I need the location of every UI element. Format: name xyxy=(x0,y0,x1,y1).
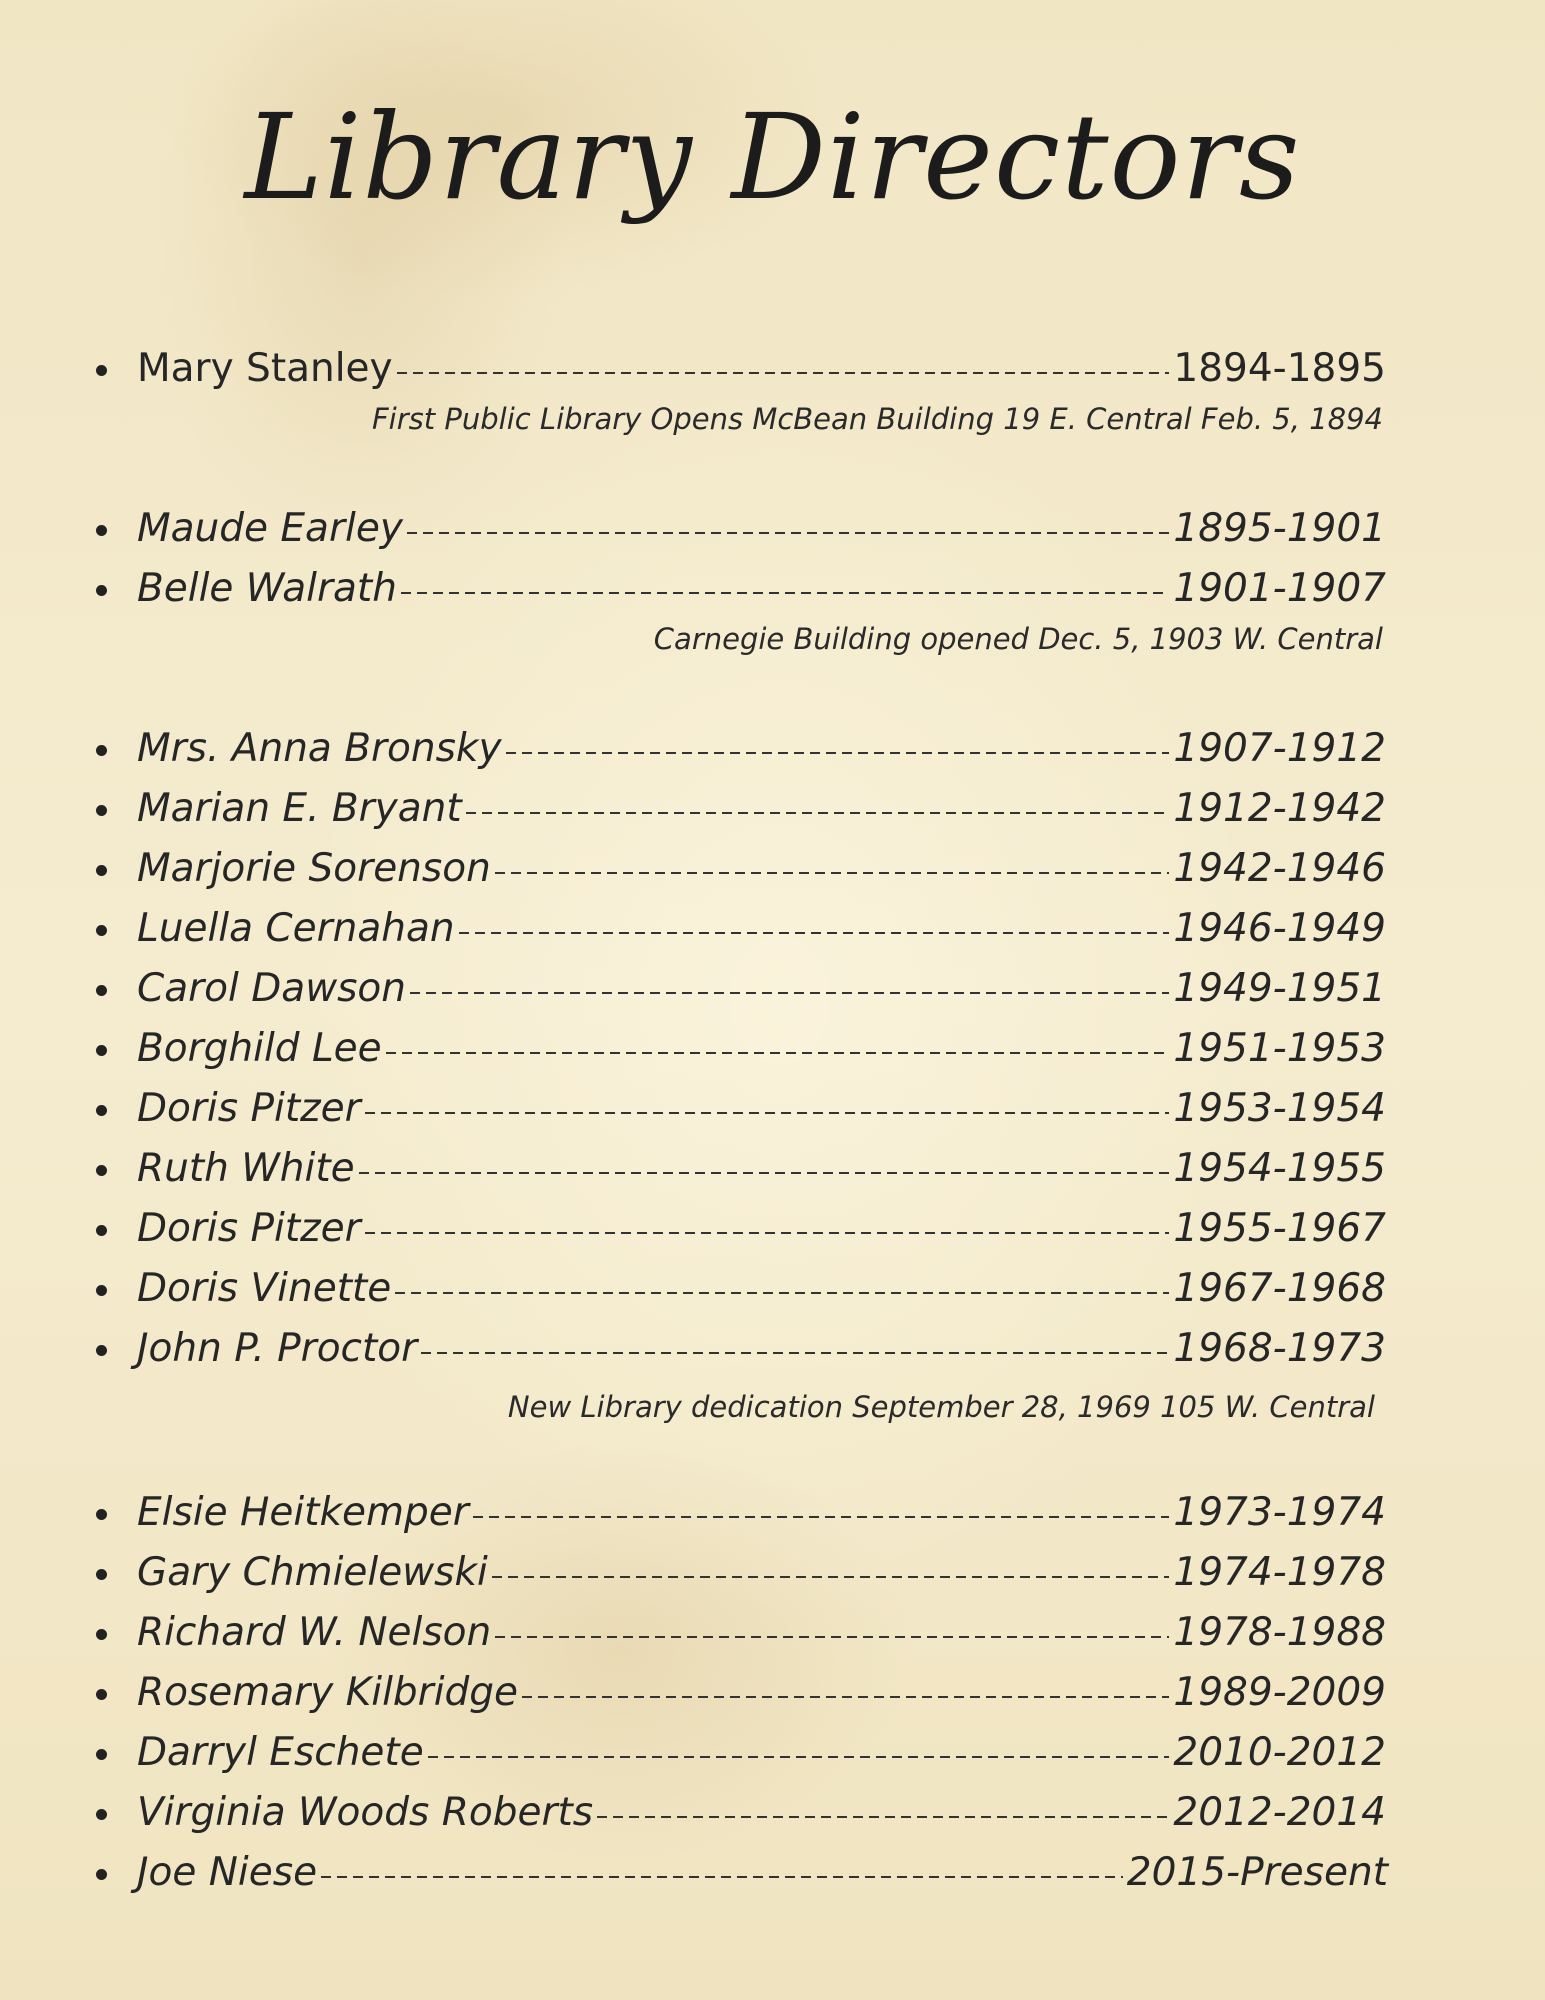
bullet-icon xyxy=(96,585,107,596)
dotted-leader xyxy=(395,1292,1169,1294)
dotted-leader xyxy=(397,372,1170,374)
dotted-leader xyxy=(459,932,1170,934)
bullet-icon xyxy=(96,525,107,536)
list-item xyxy=(96,563,1386,613)
dotted-leader xyxy=(597,1816,1169,1818)
director-name: Virginia Woods Roberts xyxy=(137,1789,594,1835)
page-title: Library Directors xyxy=(244,88,1301,226)
list-item xyxy=(96,783,1386,833)
director-years: 1951-1953 xyxy=(1173,1025,1386,1071)
bullet-icon xyxy=(96,1225,107,1236)
director-name: Darryl Eschete xyxy=(137,1729,424,1775)
director-years: 1974-1978 xyxy=(1173,1549,1386,1595)
list-item xyxy=(96,1323,1386,1373)
director-name: Mary Stanley xyxy=(137,345,393,391)
bullet-icon xyxy=(96,805,107,816)
dotted-leader xyxy=(428,1756,1170,1758)
dotted-leader xyxy=(522,1696,1169,1698)
list-item xyxy=(96,963,1386,1013)
director-years: 2012-2014 xyxy=(1173,1789,1386,1835)
director-name: Elsie Heitkemper xyxy=(137,1489,469,1535)
bullet-icon xyxy=(96,865,107,876)
list-item xyxy=(96,1143,1386,1193)
dotted-leader xyxy=(401,592,1170,594)
director-years: 1946-1949 xyxy=(1173,905,1386,951)
dotted-leader xyxy=(407,532,1170,534)
bullet-icon xyxy=(96,365,107,376)
director-name: John P. Proctor xyxy=(137,1325,418,1371)
director-years: 1942-1946 xyxy=(1173,845,1386,891)
director-years: 2015-Present xyxy=(1126,1849,1388,1895)
list-item xyxy=(96,503,1386,553)
list-item xyxy=(96,1787,1386,1837)
director-name: Marian E. Bryant xyxy=(137,785,462,831)
dotted-leader xyxy=(359,1172,1170,1174)
director-name: Belle Walrath xyxy=(137,565,397,611)
dotted-leader xyxy=(365,1232,1170,1234)
dotted-leader xyxy=(495,1636,1169,1638)
dotted-leader xyxy=(421,1352,1169,1354)
director-name: Richard W. Nelson xyxy=(137,1609,492,1655)
director-name: Joe Niese xyxy=(137,1849,318,1895)
director-years: 1954-1955 xyxy=(1173,1145,1386,1191)
bullet-icon xyxy=(96,1165,107,1176)
director-name: Doris Pitzer xyxy=(137,1085,361,1131)
director-name: Mrs. Anna Bronsky xyxy=(137,725,502,771)
bullet-icon xyxy=(96,985,107,996)
bullet-icon xyxy=(96,745,107,756)
list-item xyxy=(96,843,1386,893)
director-name: Doris Vinette xyxy=(137,1265,392,1311)
milestone-note: New Library dedication September 28, 1969 105 W. Central xyxy=(507,1390,1375,1424)
director-name: Ruth White xyxy=(137,1145,355,1191)
bullet-icon xyxy=(96,1345,107,1356)
bullet-icon xyxy=(96,1509,107,1520)
director-name: Marjorie Sorenson xyxy=(137,845,491,891)
director-years: 1953-1954 xyxy=(1173,1085,1386,1131)
bullet-icon xyxy=(96,1045,107,1056)
bullet-icon xyxy=(96,1749,107,1760)
bullet-icon xyxy=(96,1569,107,1580)
director-name: Borghild Lee xyxy=(137,1025,382,1071)
director-years: 1973-1974 xyxy=(1173,1489,1386,1535)
director-years: 1901-1907 xyxy=(1173,565,1386,611)
director-name: Doris Pitzer xyxy=(137,1205,361,1251)
dotted-leader xyxy=(365,1112,1170,1114)
list-item xyxy=(96,903,1386,953)
director-years: 1968-1973 xyxy=(1173,1325,1386,1371)
dotted-leader xyxy=(386,1052,1170,1054)
list-item xyxy=(96,1727,1386,1777)
director-years: 1895-1901 xyxy=(1173,505,1386,551)
list-item xyxy=(96,1547,1386,1597)
dotted-leader xyxy=(495,872,1170,874)
director-years: 2010-2012 xyxy=(1173,1729,1386,1775)
bullet-icon xyxy=(96,1869,107,1880)
bullet-icon xyxy=(96,1809,107,1820)
bullet-icon xyxy=(96,1105,107,1116)
list-item xyxy=(96,1083,1386,1133)
director-name: Carol Dawson xyxy=(137,965,406,1011)
director-years: 1912-1942 xyxy=(1173,785,1386,831)
milestone-note: Carnegie Building opened Dec. 5, 1903 W. Central xyxy=(653,622,1383,656)
list-item xyxy=(96,1847,1388,1897)
dotted-leader xyxy=(492,1576,1170,1578)
director-name: Rosemary Kilbridge xyxy=(137,1669,519,1715)
director-years: 1955-1967 xyxy=(1173,1205,1386,1251)
list-item xyxy=(96,1487,1386,1537)
list-item xyxy=(96,723,1386,773)
list-item xyxy=(96,1203,1386,1253)
director-name: Maude Earley xyxy=(137,505,403,551)
list-item xyxy=(96,1023,1386,1073)
dotted-leader xyxy=(506,752,1170,754)
director-years: 1894-1895 xyxy=(1173,345,1386,391)
list-item xyxy=(96,1263,1386,1313)
milestone-note: First Public Library Opens McBean Building 19 E. Central Feb. 5, 1894 xyxy=(372,402,1383,436)
dotted-leader xyxy=(466,812,1170,814)
bullet-icon xyxy=(96,1629,107,1640)
director-years: 1949-1951 xyxy=(1173,965,1386,1011)
director-years: 1978-1988 xyxy=(1173,1609,1386,1655)
dotted-leader xyxy=(410,992,1169,994)
director-years: 1907-1912 xyxy=(1173,725,1386,771)
director-years: 1967-1968 xyxy=(1173,1265,1386,1311)
bullet-icon xyxy=(96,1285,107,1296)
list-item xyxy=(96,343,1386,393)
director-name: Luella Cernahan xyxy=(137,905,455,951)
director-name: Gary Chmielewski xyxy=(137,1549,488,1595)
director-years: 1989-2009 xyxy=(1173,1669,1386,1715)
dotted-leader xyxy=(321,1876,1123,1878)
list-item xyxy=(96,1667,1386,1717)
list-item xyxy=(96,1607,1386,1657)
dotted-leader xyxy=(473,1516,1170,1518)
bullet-icon xyxy=(96,1689,107,1700)
bullet-icon xyxy=(96,925,107,936)
